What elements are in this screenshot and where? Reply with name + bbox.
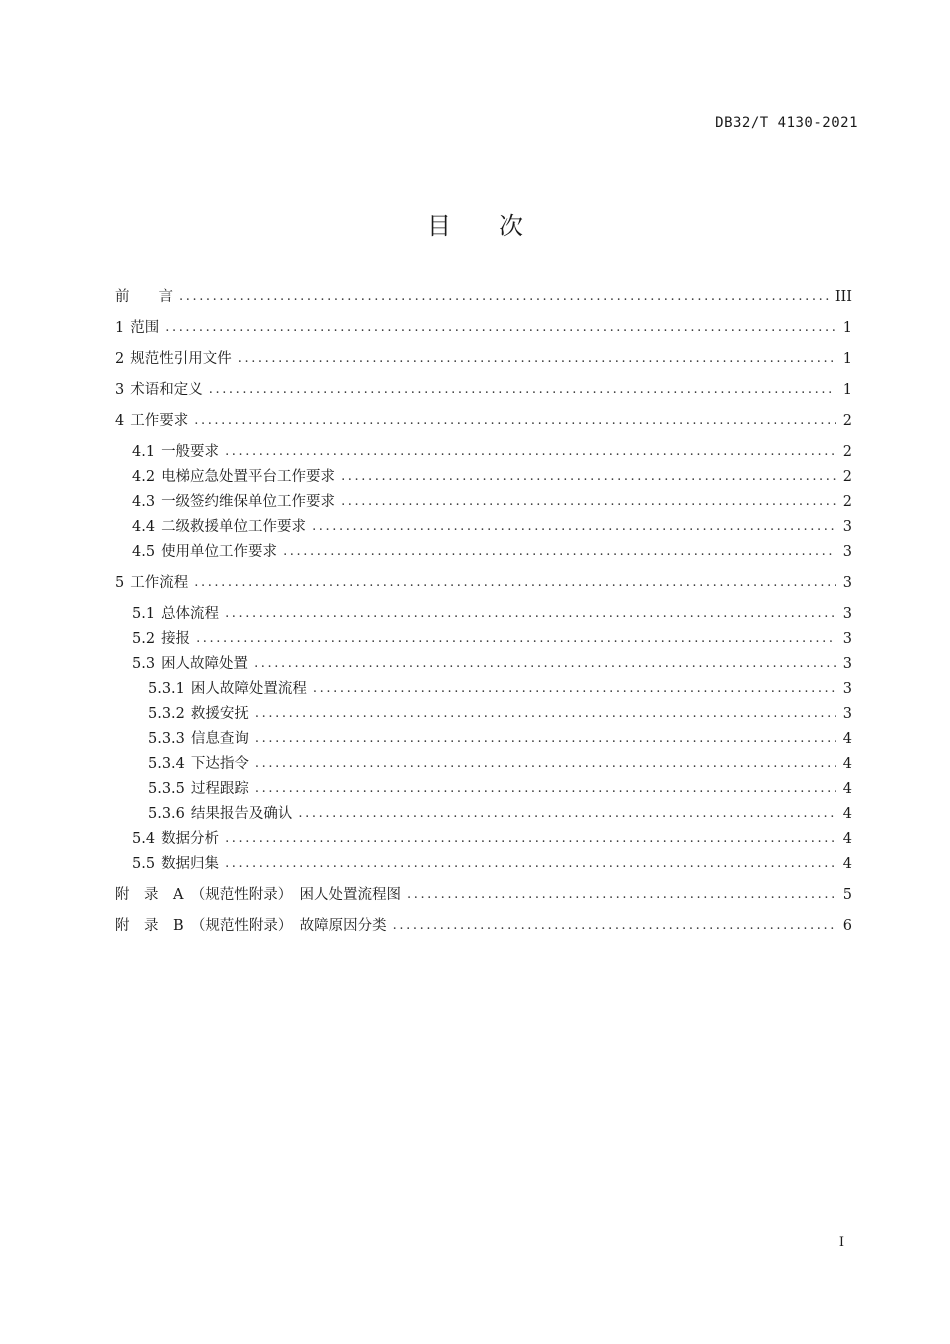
toc-entry-label	[115, 915, 387, 937]
toc-entry-text: 二级救援单位工作要求	[161, 519, 307, 535]
toc-entry-label	[115, 572, 188, 594]
toc-leader-dots	[341, 466, 836, 488]
toc-entry-label	[115, 753, 249, 775]
toc-entry[interactable]	[115, 603, 852, 625]
toc-entry-page: 4	[842, 731, 852, 747]
toc-entry-number: 4	[115, 413, 125, 429]
toc-entry-label	[115, 853, 219, 875]
toc-entry-text: 数据归集	[161, 856, 220, 872]
toc-entry-number: 5.3.2	[148, 706, 185, 722]
toc-entry-label	[115, 317, 159, 339]
toc-entry-text: 工作要求	[130, 413, 189, 429]
toc-entry-label	[115, 884, 401, 906]
toc-entry-text: 救援安抚	[190, 706, 249, 722]
toc-entry[interactable]	[115, 653, 852, 675]
toc-entry-number: 5.5	[132, 856, 156, 872]
toc-leader-dots	[255, 753, 836, 775]
toc-entry-page: 3	[842, 656, 852, 672]
toc-entry-number: 4.4	[132, 519, 156, 535]
toc-entry-page: 1	[842, 382, 852, 398]
toc-entry[interactable]	[115, 753, 852, 775]
toc-leader-dots	[209, 379, 836, 401]
toc-entry[interactable]	[115, 728, 852, 750]
toc-entry-label	[115, 778, 249, 800]
toc-entry[interactable]	[115, 853, 852, 875]
toc-entry[interactable]	[115, 317, 852, 339]
toc-entry[interactable]	[115, 803, 852, 825]
toc-entry-page: 4	[842, 806, 852, 822]
toc-entry-text: 使用单位工作要求	[161, 544, 278, 560]
toc-entry-label	[115, 628, 190, 650]
toc-entry-label	[115, 348, 232, 370]
toc-entry-page: 3	[842, 706, 852, 722]
toc-entry-page: 3	[842, 575, 852, 591]
toc-entry[interactable]	[115, 466, 852, 488]
toc-entry-text: 前 言	[115, 289, 173, 305]
toc-leader-dots	[225, 853, 836, 875]
toc-entry-page: 5	[842, 887, 852, 903]
toc-entry[interactable]	[115, 703, 852, 725]
toc-leader-dots	[194, 572, 836, 594]
toc-leader-dots	[283, 541, 836, 563]
toc-entry-page: 3	[842, 681, 852, 697]
toc-entry-number: 2	[115, 351, 125, 367]
toc-leader-dots	[165, 317, 836, 339]
toc-entry-label	[115, 703, 249, 725]
toc-entry-page: 3	[842, 606, 852, 622]
page-title: 目次	[427, 212, 571, 240]
toc-leader-dots	[225, 603, 836, 625]
toc-entry-text: 附 录 B （规范性附录） 故障原因分类	[115, 918, 387, 934]
toc-entry-page: 1	[842, 320, 852, 336]
toc-leader-dots	[341, 491, 836, 513]
toc-entry-label	[115, 728, 249, 750]
toc-entry-text: 总体流程	[161, 606, 220, 622]
toc-entry-label	[115, 441, 219, 463]
toc-leader-dots	[238, 348, 836, 370]
toc-entry-number: 5.1	[132, 606, 156, 622]
toc-entry-text: 术语和定义	[130, 382, 203, 398]
toc-entry[interactable]	[115, 286, 852, 308]
toc-leader-dots	[225, 828, 836, 850]
toc-entry-text: 一般要求	[161, 444, 220, 460]
toc-entry[interactable]	[115, 491, 852, 513]
toc-entry-text: 困人故障处置流程	[190, 681, 307, 697]
toc-entry[interactable]	[115, 541, 852, 563]
toc-leader-dots	[407, 884, 836, 906]
toc-entry-label	[115, 603, 219, 625]
toc-entry-number: 5	[115, 575, 125, 591]
toc-entry[interactable]	[115, 410, 852, 432]
toc-entry-text: 接报	[161, 631, 191, 647]
toc-entry-label	[115, 653, 248, 675]
toc-entry-page: 2	[842, 469, 852, 485]
toc-leader-dots	[179, 286, 829, 308]
toc-entry-number: 4.3	[132, 494, 156, 510]
document-code: DB32/T 4130-2021	[715, 115, 858, 131]
toc-entry-label	[115, 678, 307, 700]
toc-entry-label	[115, 379, 203, 401]
toc-entry-text: 范围	[130, 320, 160, 336]
toc-entry-label	[115, 516, 306, 538]
toc-entry[interactable]	[115, 915, 852, 937]
toc-entry-number: 5.3.1	[148, 681, 185, 697]
toc-entry-label	[115, 803, 292, 825]
toc-entry-text: 电梯应急处置平台工作要求	[161, 469, 336, 485]
toc-entry-page: 2	[842, 444, 852, 460]
toc-entry-text: 工作流程	[130, 575, 189, 591]
toc-leader-dots	[313, 678, 836, 700]
toc-entry-number: 4.5	[132, 544, 156, 560]
toc-entry-label	[115, 828, 219, 850]
toc-entry-text: 信息查询	[190, 731, 249, 747]
toc-entry-number: 5.2	[132, 631, 156, 647]
toc-entry-label	[115, 410, 188, 432]
toc-entry-page: 2	[842, 494, 852, 510]
toc-entry-number: 5.3.3	[148, 731, 185, 747]
page-number: I	[838, 1235, 844, 1250]
toc-entry-page: 4	[842, 781, 852, 797]
toc-leader-dots	[254, 653, 836, 675]
toc-leader-dots	[194, 410, 836, 432]
toc-entry-page: 4	[842, 856, 852, 872]
toc-entry-page: III	[834, 289, 852, 305]
toc-leader-dots	[225, 441, 836, 463]
toc-entry-text: 数据分析	[161, 831, 220, 847]
toc-entry-number: 4.1	[132, 444, 156, 460]
toc-entry-page: 6	[842, 918, 852, 934]
toc-entry-number: 5.3.5	[148, 781, 185, 797]
toc-leader-dots	[255, 778, 836, 800]
toc-entry[interactable]	[115, 778, 852, 800]
toc-entry-page: 1	[842, 351, 852, 367]
toc-entry-page: 4	[842, 831, 852, 847]
toc-entry[interactable]	[115, 884, 852, 906]
toc-entry-text: 下达指令	[190, 756, 249, 772]
toc-leader-dots	[255, 703, 836, 725]
toc-entry[interactable]	[115, 572, 852, 594]
toc-entry-label	[115, 466, 335, 488]
toc-leader-dots	[196, 628, 836, 650]
toc-entry-text: 附 录 A （规范性附录） 困人处置流程图	[115, 887, 401, 903]
toc-entry[interactable]	[115, 828, 852, 850]
toc-entry-page: 3	[842, 544, 852, 560]
toc-entry-label	[115, 541, 277, 563]
toc-leader-dots	[312, 516, 836, 538]
toc-entry-text: 一级签约维保单位工作要求	[161, 494, 336, 510]
toc-entry-text: 过程跟踪	[190, 781, 249, 797]
toc-entry[interactable]	[115, 678, 852, 700]
toc-entry-page: 2	[842, 413, 852, 429]
toc-entry-page: 3	[842, 631, 852, 647]
toc-entry-text: 困人故障处置	[161, 656, 249, 672]
toc-entry-number: 4.2	[132, 469, 156, 485]
toc-leader-dots	[255, 728, 836, 750]
toc-entry-text: 规范性引用文件	[130, 351, 232, 367]
toc-entry[interactable]	[115, 516, 852, 538]
toc-entry-number: 3	[115, 382, 125, 398]
toc-leader-dots	[393, 915, 836, 937]
toc-entry-number: 5.3	[132, 656, 156, 672]
toc-entry-page: 4	[842, 756, 852, 772]
toc-entry-number: 5.3.4	[148, 756, 185, 772]
toc-entry-label	[115, 286, 173, 308]
toc-entry[interactable]	[115, 379, 852, 401]
toc-entry-number: 5.3.6	[148, 806, 185, 822]
toc-entry-number: 5.4	[132, 831, 156, 847]
toc-entry-label	[115, 491, 335, 513]
toc-entry[interactable]	[115, 348, 852, 370]
toc-entry-number: 1	[115, 320, 125, 336]
toc-entry-page: 3	[842, 519, 852, 535]
toc-leader-dots	[298, 803, 836, 825]
toc-entry[interactable]	[115, 441, 852, 463]
toc-entry-text: 结果报告及确认	[190, 806, 293, 822]
toc-entry[interactable]	[115, 628, 852, 650]
